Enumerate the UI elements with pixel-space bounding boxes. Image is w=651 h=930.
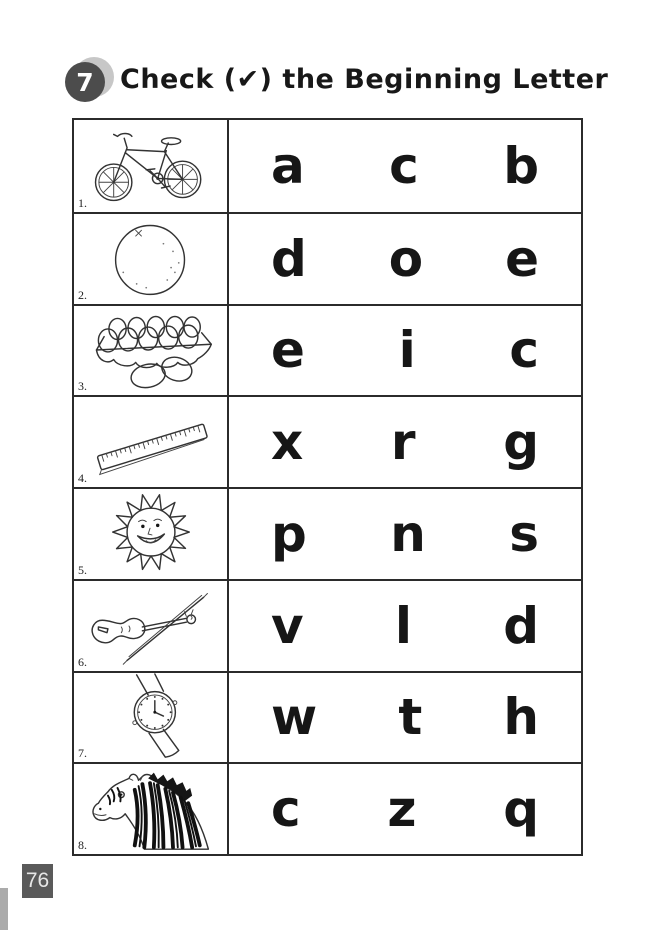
letter-option[interactable]: t — [398, 688, 423, 747]
picture-cell — [74, 581, 229, 671]
letter-option[interactable]: s — [509, 504, 539, 563]
bicycle-image — [76, 122, 226, 210]
letter-option[interactable]: e — [505, 229, 539, 288]
row-number: 5. — [78, 562, 87, 577]
letter-option[interactable]: h — [503, 688, 539, 747]
letter-options — [229, 673, 581, 763]
page-title: Check (✔) the Beginning Letter — [120, 64, 609, 95]
page-number-badge — [22, 864, 53, 898]
letter-option[interactable]: w — [271, 688, 318, 747]
letter-option[interactable]: x — [271, 413, 304, 472]
letter-option[interactable]: q — [503, 780, 539, 839]
table-row — [74, 579, 581, 671]
sun-image — [76, 490, 226, 578]
exercise-number: 7 — [76, 67, 94, 97]
letter-option[interactable]: c — [389, 136, 419, 195]
row-number: 1. — [78, 195, 87, 210]
letter-options — [229, 120, 581, 212]
letter-option[interactable]: e — [271, 321, 305, 380]
row-number: 7. — [78, 746, 87, 761]
scan-edge-artifact — [0, 888, 8, 930]
table-row — [74, 487, 581, 579]
wristwatch-image — [76, 673, 226, 761]
picture-cell — [74, 120, 229, 212]
row-number: 6. — [78, 654, 87, 669]
letter-option[interactable]: z — [387, 780, 417, 839]
letter-option[interactable]: b — [503, 136, 539, 195]
letter-options — [229, 214, 581, 304]
letter-option[interactable]: a — [271, 136, 305, 195]
picture-cell — [74, 764, 229, 854]
letter-option[interactable]: c — [271, 780, 301, 839]
egg-tray-image — [76, 306, 226, 394]
picture-cell — [74, 673, 229, 763]
letter-option[interactable]: d — [271, 229, 307, 288]
letter-options — [229, 764, 581, 854]
orange-image — [76, 215, 226, 303]
picture-cell — [74, 214, 229, 304]
letter-option[interactable]: l — [394, 596, 412, 655]
letter-options — [229, 397, 581, 487]
letter-option[interactable]: n — [390, 504, 426, 563]
table-row — [74, 212, 581, 304]
letter-options — [229, 489, 581, 579]
letter-option[interactable]: i — [398, 321, 416, 380]
letter-options — [229, 581, 581, 671]
row-number: 3. — [78, 379, 87, 394]
row-number: 4. — [78, 471, 87, 485]
exercise-number-circle — [65, 62, 105, 102]
letter-option[interactable]: r — [390, 413, 416, 472]
picture-cell — [74, 397, 229, 487]
letter-option[interactable]: c — [509, 321, 539, 380]
table-row — [74, 395, 581, 487]
table-row — [74, 120, 581, 212]
picture-cell — [74, 489, 229, 579]
letter-options — [229, 306, 581, 396]
letter-option[interactable]: v — [271, 596, 304, 655]
zebra-image — [76, 765, 226, 853]
letter-option[interactable]: o — [388, 229, 424, 288]
table-row — [74, 304, 581, 396]
table-row — [74, 762, 581, 854]
violin-image — [76, 582, 226, 670]
worksheet-table — [72, 118, 583, 856]
ruler-image — [76, 398, 226, 486]
letter-option[interactable]: p — [271, 504, 307, 563]
page-number: 76 — [25, 869, 50, 892]
letter-option[interactable]: g — [503, 413, 539, 472]
row-number: 2. — [78, 287, 87, 302]
letter-option[interactable]: d — [503, 596, 539, 655]
row-number: 8. — [78, 838, 87, 852]
table-row — [74, 671, 581, 763]
picture-cell — [74, 306, 229, 396]
